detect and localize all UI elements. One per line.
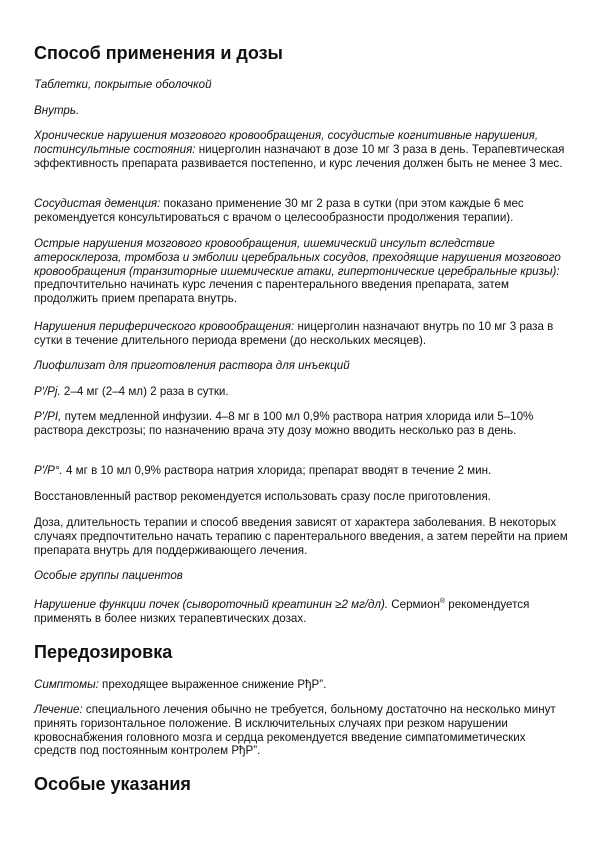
im-label: Р'/Рј. xyxy=(34,385,61,398)
paragraph-peripheral xyxy=(34,320,569,348)
treatment-text: специального лечения обычно не требуется, больному достаточно на несколько минут принять горизонтальное положение. В исключительных случаях при резком нарушении кровоснабжения головного мозга и сердца рекомендуется введение симпатомиметических средств под постоянным контролем РђР”. xyxy=(34,703,556,758)
acute-text: предпочтительно начинать курс лечения с парентерального введения препарата, затем продолжить прием препарата внутрь. xyxy=(34,278,509,306)
paragraph-dementia xyxy=(34,197,569,225)
heading-special-instructions: Особые указания xyxy=(34,774,191,794)
ia-label: Р'/Р°. xyxy=(34,464,63,477)
acute-label: Острые нарушения мозгового кровообращения, ишемический инсульт вследствие атеросклероза, тромбоза и эмболии церебральных сосудов, преходящие нарушения мозгового кровообращения (транзиторные ишемические атаки, гипертонические церебральные кризы): xyxy=(34,237,561,278)
form-tablets: Таблетки, покрытые оболочкой xyxy=(34,78,212,91)
symptoms-label: Симптомы: xyxy=(34,678,99,691)
paragraph-im xyxy=(34,385,569,399)
peripheral-text: ницерголин назначают внутрь по 10 мг 3 раза в сутки в течение длительного периода времени (до нескольких месяцев). xyxy=(34,320,554,347)
heading-dosage: Способ применения и дозы xyxy=(34,43,283,63)
paragraph-dose-duration: Доза, длительность терапии и способ введения зависят от характера заболевания. В некоторых случаях предпочтительно начать терапию с парентерального введения, а затем перейти на прием препарата внутрь для поддерживающего лечения. xyxy=(34,516,568,557)
paragraph-ia xyxy=(34,464,569,478)
paragraph-treatment xyxy=(34,703,569,758)
symptoms-text: преходящее выраженное снижение РђР”. xyxy=(98,678,327,691)
iv-infusion-text: путем медленной инфузии. 4–8 мг в 100 мл 0,9% раствора натрия хлорида или 5–10% раствора декстрозы; по назначению врача эту дозу можно вводить несколько раз в день. xyxy=(34,410,534,437)
treatment-label: Лечение: xyxy=(34,703,83,716)
heading-overdose: Передозировка xyxy=(34,642,173,662)
form-lyophilizate: Лиофилизат для приготовления раствора для инъекций xyxy=(34,359,350,372)
special-groups: Особые группы пациентов xyxy=(34,569,183,582)
peripheral-label: Нарушения периферического кровообращения: xyxy=(34,320,295,333)
paragraph-chronic xyxy=(34,129,569,170)
registered-mark: ® xyxy=(439,598,446,606)
im-text: 2–4 мг (2–4 мл) 2 раза в сутки. xyxy=(60,385,229,398)
paragraph-acute xyxy=(34,237,569,306)
renal-text-2: рекомендуется применять в более низких терапевтических дозах. xyxy=(34,598,530,625)
renal-label: Нарушение функции почек (сывороточный креатинин ≥2 мг/дл). xyxy=(34,598,389,611)
iv-infusion-label: Р'/РІ, xyxy=(34,410,62,423)
route-oral: Внутрь. xyxy=(34,104,80,117)
dementia-text: показано применение 30 мг 2 раза в сутки (при этом каждые 6 мес рекомендуется консультироваться с врачом о целесообразности продолжения терапии). xyxy=(34,197,524,224)
chronic-label: Хронические нарушения мозгового кровообращения, сосудистые когнитивные нарушения, постинсультные состояния: xyxy=(34,129,539,156)
chronic-text: ницерголин назначают в дозе 10 мг 3 раза в день. Терапевтическая эффективность препарата развивается постепенно, и курс лечения должен быть не менее 3 мес. xyxy=(34,142,565,170)
paragraph-reconstituted: Восстановленный раствор рекомендуется использовать сразу после приготовления. xyxy=(34,490,491,503)
paragraph-renal xyxy=(34,598,569,626)
paragraph-symptoms xyxy=(34,678,569,692)
dementia-label: Сосудистая деменция: xyxy=(34,197,161,210)
ia-text: 4 мг в 10 мл 0,9% раствора натрия хлорида; препарат вводят в течение 2 мин. xyxy=(62,464,492,477)
paragraph-iv-infusion xyxy=(34,410,569,438)
renal-text: Сермион xyxy=(388,598,440,611)
